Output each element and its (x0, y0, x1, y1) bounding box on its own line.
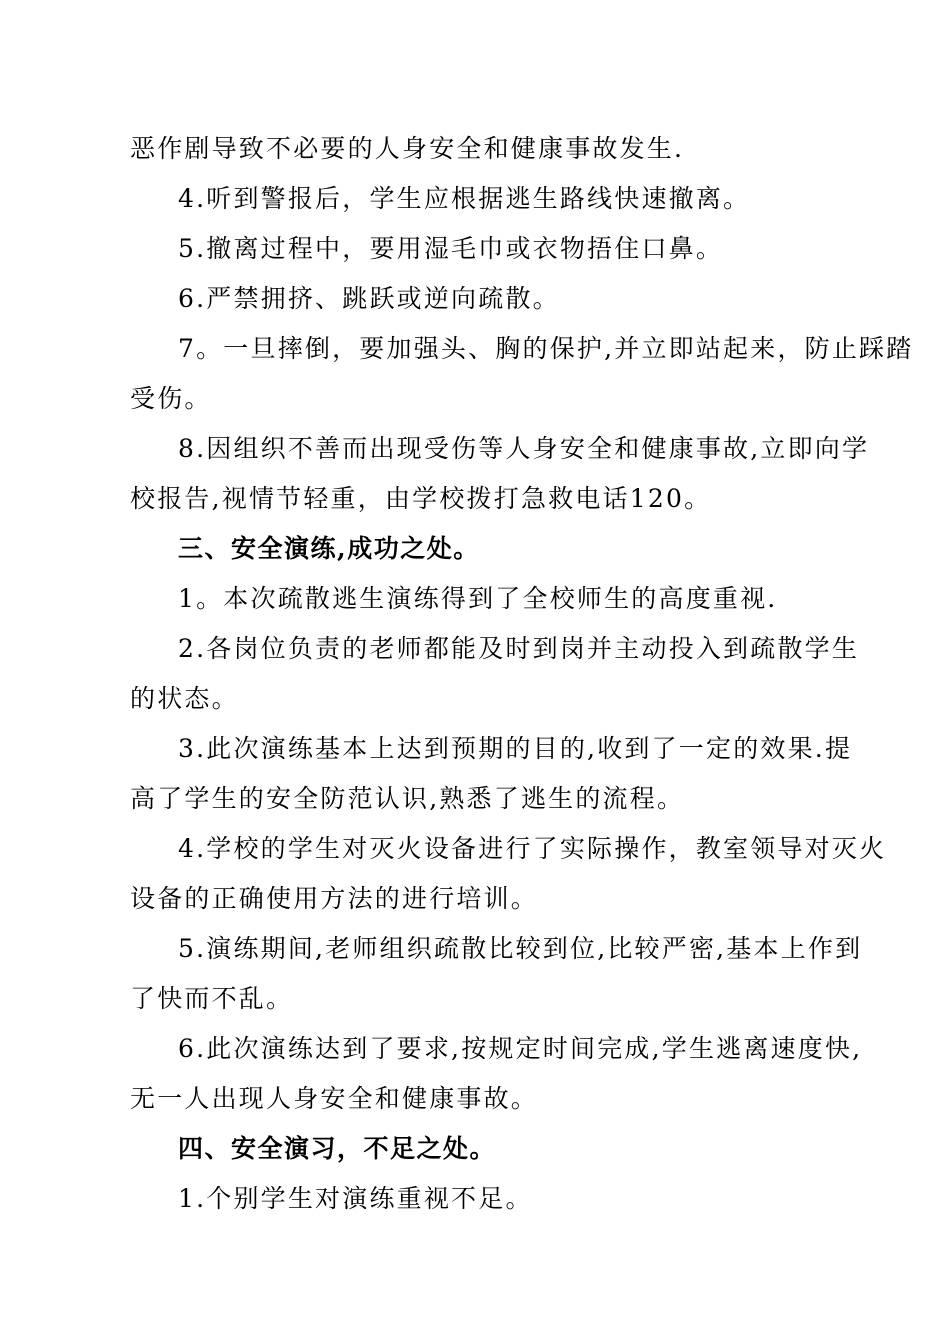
list-item-8-continued: 校报告,视情节轻重，由学校拨打急救电话120。 (130, 484, 712, 513)
shortcoming-item-1: 1.个别学生对演练重视不足。 (178, 1184, 533, 1213)
success-item-2-continued: 的状态。 (130, 684, 239, 713)
success-item-3-continued: 高了学生的安全防范认识,熟悉了逃生的流程。 (130, 784, 685, 813)
list-item-5: 5.撤离过程中，要用湿毛巾或衣物捂住口鼻。 (178, 234, 724, 263)
paragraph-line: 恶作剧导致不必要的人身安全和健康事故发生. (130, 134, 685, 163)
list-item-7-continued: 受伤。 (130, 384, 212, 413)
list-item-4: 4.听到警报后，学生应根据逃生路线快速撤离。 (178, 184, 751, 213)
success-item-5: 5.演练期间,老师组织疏散比较到位,比较严密,基本上作到 (178, 934, 863, 963)
list-item-7: 7。一旦摔倒，要加强头、胸的保护,并立即站起来，防止踩踏 (178, 334, 914, 363)
success-item-5-continued: 了快而不乱。 (130, 984, 294, 1013)
success-item-4: 4.学校的学生对灭火设备进行了实际操作，教室领导对灭火 (178, 834, 887, 863)
success-item-1: 1。本次疏散逃生演练得到了全校师生的高度重视. (178, 584, 778, 613)
success-item-6: 6.此次演练达到了要求,按规定时间完成,学生逃离速度快, (178, 1034, 863, 1063)
list-item-8: 8.因组织不善而出现受伤等人身安全和健康事故,立即向学 (178, 434, 870, 463)
list-item-6: 6.严禁拥挤、跳跃或逆向疏散。 (178, 284, 560, 313)
success-item-6-continued: 无一人出现人身安全和健康事故。 (130, 1084, 539, 1113)
success-item-3: 3.此次演练基本上达到预期的目的,收到了一定的效果.提 (178, 734, 853, 763)
success-item-2: 2.各岗位负责的老师都能及时到岗并主动投入到疏散学生 (178, 634, 860, 663)
section-heading-success: 三、安全演练,成功之处。 (178, 534, 480, 563)
section-heading-shortcomings: 四、安全演习，不足之处。 (178, 1134, 497, 1163)
success-item-4-continued: 设备的正确使用方法的进行培训。 (130, 884, 539, 913)
